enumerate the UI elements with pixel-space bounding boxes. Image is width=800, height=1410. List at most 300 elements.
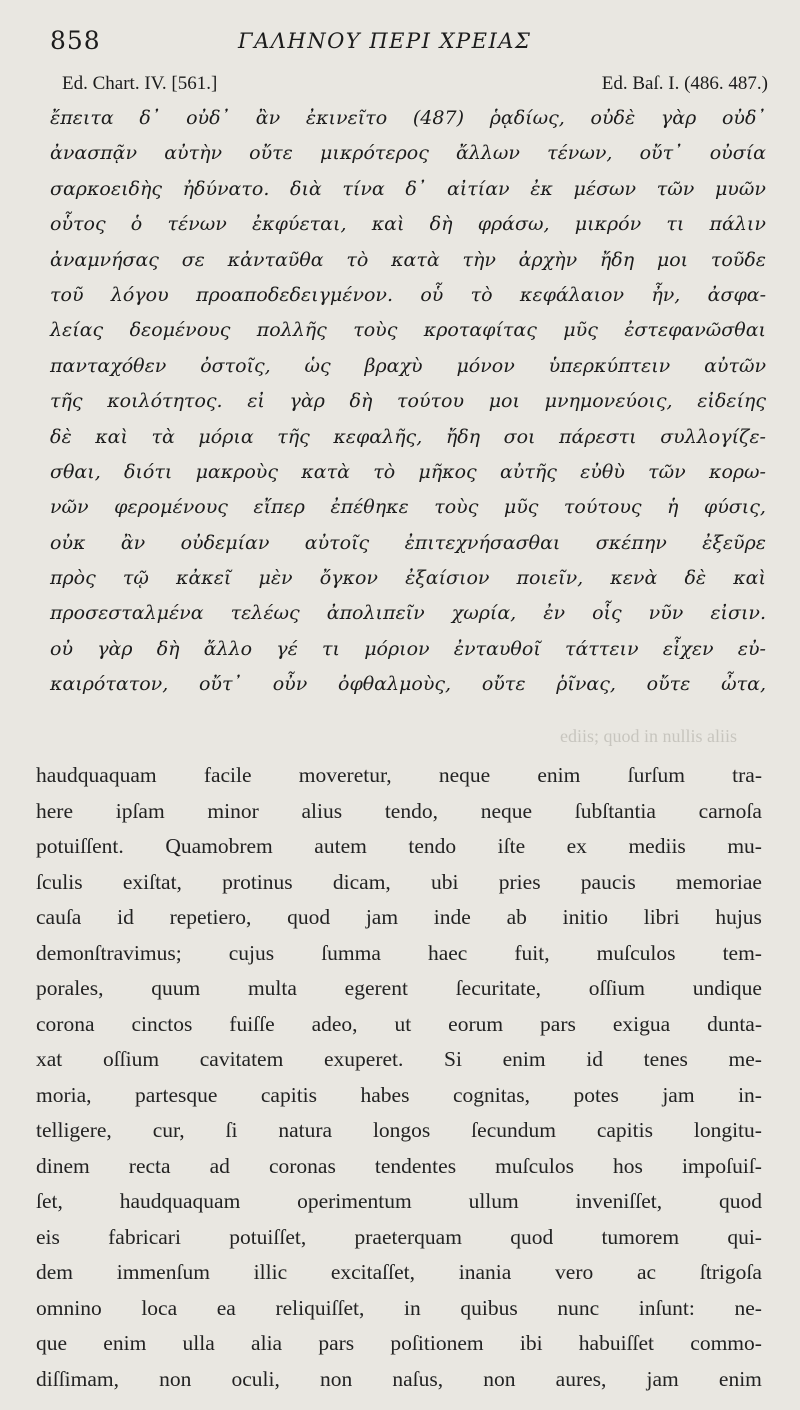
word: cavitatem: [199, 1047, 284, 1071]
word: μῆκος: [418, 460, 477, 483]
word: ἔπειτα: [50, 107, 114, 129]
word: nunc: [557, 1295, 600, 1320]
word: inſunt:: [638, 1295, 695, 1320]
word: impoſuiſ-: [681, 1153, 762, 1178]
word: poſitionem: [390, 1331, 484, 1355]
word: κροταφίτας: [423, 319, 537, 342]
word: jam: [662, 1082, 695, 1107]
word: ubi: [431, 869, 459, 894]
bleed-through-text: ediis; quod in nullis aliis: [560, 726, 738, 746]
word: τάττειν: [564, 637, 639, 660]
word: ſumma: [321, 940, 381, 965]
text-line: [50, 172, 766, 207]
word: μῦς: [503, 496, 539, 519]
word: quum: [151, 976, 201, 1000]
word: oculi,: [231, 1366, 280, 1391]
text-line: [50, 349, 766, 384]
word: τὸ: [373, 460, 396, 483]
word: πάρεστι: [559, 425, 637, 448]
word: πανταχόθεν: [50, 354, 167, 377]
word: eis: [36, 1224, 60, 1249]
word: ſtrigoſa: [699, 1260, 762, 1284]
text-line: [36, 829, 762, 865]
word: inde: [433, 905, 471, 929]
word: non: [159, 1366, 192, 1391]
word: multa: [247, 976, 297, 1000]
word: habes: [360, 1082, 410, 1107]
word: ὀφθαλμοὺς,: [338, 673, 452, 696]
word: reliquiſſet,: [275, 1295, 365, 1320]
word: quibus: [460, 1295, 518, 1320]
word: καιρότατον,: [50, 673, 169, 696]
word: tendo: [408, 834, 457, 858]
word: coronas: [268, 1153, 336, 1178]
word: κενὰ: [610, 567, 658, 590]
word: dicam,: [332, 869, 391, 894]
word: potuiſſet,: [229, 1224, 307, 1249]
word: μοι: [656, 248, 689, 271]
word: κἀνταῦθα: [227, 248, 324, 271]
word: τῶν: [648, 460, 686, 483]
word: ὄγκον: [319, 567, 378, 590]
word: τὰ: [151, 425, 175, 448]
word: dinem: [36, 1153, 90, 1178]
word: hujus: [715, 905, 762, 929]
text-line: [50, 526, 766, 561]
word: κατὰ: [391, 248, 440, 271]
word: ἂν: [255, 107, 281, 129]
word: ὀστοῖς,: [200, 354, 271, 377]
word: αὐτὴν: [164, 142, 223, 165]
word: εἰσιν.: [710, 602, 766, 625]
text-line: [50, 667, 766, 702]
word: ποιεῖν,: [516, 567, 584, 590]
word: λείας: [50, 319, 104, 342]
word: exuperet.: [323, 1047, 404, 1071]
word: xat: [36, 1047, 63, 1071]
word: ἐπιτεχνήσασθαι: [404, 531, 561, 554]
word: δεομένους: [129, 319, 231, 342]
word: natura: [278, 1118, 333, 1142]
word: ἐκινεῖτο: [305, 107, 388, 129]
word: haudquaquam: [119, 1189, 241, 1213]
text-line: [36, 1007, 762, 1043]
word: omnino: [36, 1295, 102, 1320]
word: inania: [458, 1260, 512, 1284]
word: illic: [253, 1260, 288, 1284]
word: exiſtat,: [122, 869, 182, 894]
word: φερομένους: [114, 496, 228, 519]
word: ἂν: [120, 531, 146, 554]
text-line: [50, 278, 766, 313]
word: γὰρ: [97, 637, 133, 660]
word: τούτου: [397, 390, 465, 413]
text-line: [50, 632, 766, 667]
word: οὔτε: [249, 142, 293, 165]
word: fuiſſe: [229, 1011, 275, 1036]
text-line: [36, 1113, 762, 1149]
text-line: [50, 243, 766, 278]
text-line: [36, 1362, 762, 1398]
word: enim: [502, 1047, 546, 1071]
word: dem: [36, 1260, 74, 1284]
word: συλλογίζε-: [660, 425, 766, 448]
word: (487): [412, 107, 464, 129]
word: tra-: [732, 763, 762, 787]
word: σοι: [503, 425, 536, 448]
word: οὐδ᾽: [186, 107, 231, 129]
word: autem: [314, 834, 367, 858]
word: loca: [141, 1295, 178, 1320]
word: γὰρ: [289, 390, 325, 413]
greek-text-block: [50, 101, 766, 703]
word: cujus: [228, 940, 275, 965]
word: neque: [480, 798, 533, 823]
word: commo-: [690, 1331, 762, 1355]
word: longos: [372, 1118, 431, 1142]
word: δὲ: [50, 425, 72, 448]
text-line: [36, 1078, 762, 1114]
word: tem-: [722, 940, 762, 965]
word: id: [586, 1047, 604, 1071]
word: δὴ: [349, 390, 373, 413]
word: in-: [738, 1082, 762, 1107]
word: capitis: [260, 1082, 318, 1107]
word: πάλιν: [709, 213, 766, 236]
word: facile: [203, 763, 252, 787]
word: ἦν,: [651, 283, 681, 306]
edition-basel-reference: Ed. Baſ. I. (486. 487.): [601, 73, 768, 94]
word: ῥᾳδίως,: [489, 107, 565, 129]
text-line: [36, 1184, 762, 1220]
word: ulla: [182, 1331, 215, 1355]
text-line: [36, 900, 762, 936]
word: enim: [103, 1331, 147, 1355]
word: adeo,: [311, 1011, 358, 1036]
word: naſus,: [392, 1366, 444, 1391]
word: ſecundum: [471, 1118, 556, 1142]
word: τῶν: [656, 177, 695, 200]
word: ἐπέθηκε: [330, 496, 409, 519]
word: demonſtravimus;: [36, 940, 182, 965]
word: ab: [506, 905, 527, 929]
word: οὔτ᾽: [639, 142, 683, 165]
word: ἄλλο: [203, 637, 253, 660]
word: τὸ: [346, 248, 369, 271]
word: ne-: [734, 1295, 762, 1320]
text-line: [50, 490, 766, 525]
word: id: [117, 905, 134, 929]
word: καὶ: [371, 213, 405, 236]
word: ὑπερκύπτειν: [548, 354, 671, 377]
word: πολλῆς: [256, 319, 327, 342]
word: cur,: [152, 1118, 185, 1142]
word: dunta-: [707, 1011, 762, 1036]
word: οὗ: [420, 283, 444, 306]
text-line: [36, 936, 762, 972]
word: exigua: [612, 1011, 671, 1036]
word: recta: [128, 1153, 171, 1178]
word: egerent: [344, 976, 408, 1000]
word: μνημονεύοις,: [544, 390, 673, 413]
word: tendentes: [374, 1153, 457, 1178]
text-line: [36, 758, 762, 794]
word: χωρία,: [451, 602, 517, 625]
word: ac: [636, 1260, 657, 1284]
word: οὐ: [50, 637, 73, 660]
word: αὐτῶν: [704, 354, 766, 377]
word: τοὺς: [434, 496, 479, 519]
word: ullum: [468, 1189, 519, 1213]
text-line: [50, 455, 766, 490]
word: προαποδεδειγμένον.: [195, 283, 394, 306]
word: ἀνασπᾷν: [50, 142, 138, 165]
text-line: [50, 101, 766, 136]
word: εἰδείης: [697, 390, 766, 413]
word: εὐθὺ: [580, 460, 625, 483]
word: corona: [36, 1011, 95, 1036]
word: λόγου: [110, 283, 169, 306]
word: ἀρχὴν: [518, 248, 578, 271]
word: οὔτ᾽: [198, 673, 242, 696]
word: τελέως: [230, 602, 300, 625]
word: ſet,: [36, 1189, 63, 1213]
word: δ᾽: [405, 177, 427, 200]
word: ἤδη: [599, 248, 635, 271]
word: νῶν: [50, 496, 89, 519]
word: βραχὺ: [364, 354, 423, 377]
word: pries: [498, 869, 541, 894]
word: ἀναμνήσας: [50, 248, 159, 271]
word: moveretur,: [298, 763, 392, 787]
word: excitaſſet,: [330, 1260, 416, 1284]
edition-chartier-reference: Ed. Chart. IV. [561.]: [62, 73, 218, 94]
word: δὴ: [429, 213, 453, 236]
word: here: [36, 798, 73, 823]
word: τῷ: [122, 567, 149, 590]
word: habuiſſet: [578, 1331, 655, 1355]
word: fabricari: [108, 1224, 181, 1249]
word: πρὸς: [50, 567, 96, 590]
word: κἀκεῖ: [175, 567, 232, 590]
word: καὶ: [95, 425, 128, 448]
running-title: ΓΑΛΗΝΟΥ ΠΕΡΙ ΧΡΕΙΑΣ: [238, 29, 532, 53]
word: porales,: [36, 976, 104, 1000]
word: οὐδὲ: [590, 107, 636, 129]
word: οὔτε: [481, 673, 526, 696]
word: ἐν: [543, 602, 566, 625]
page-number: 858: [50, 26, 101, 55]
word: quod: [287, 905, 331, 929]
word: ἡ: [667, 496, 679, 519]
word: in: [404, 1295, 421, 1320]
word: μοι: [488, 390, 520, 413]
word: eorum: [448, 1011, 504, 1036]
word: αὐτῆς: [499, 460, 557, 483]
word: γὰρ: [660, 107, 697, 129]
word: que: [36, 1331, 68, 1355]
word: δὴ: [156, 637, 180, 660]
word: ipſam: [115, 798, 165, 823]
word: tumorem: [601, 1224, 680, 1249]
word: τὸ: [470, 283, 493, 306]
text-line: [50, 596, 766, 631]
text-line: [36, 1220, 762, 1256]
word: διότι: [124, 460, 173, 483]
word: cinctos: [131, 1011, 193, 1036]
word: τένων: [167, 213, 227, 236]
word: alia: [251, 1331, 283, 1355]
word: muſculos: [495, 1153, 574, 1178]
word: jam: [646, 1366, 679, 1391]
word: muſculos: [596, 940, 676, 965]
word: tendo,: [384, 798, 438, 823]
word: κατὰ: [301, 460, 350, 483]
word: τίνα: [342, 177, 385, 200]
text-line: [50, 384, 766, 419]
word: φράσω,: [477, 213, 550, 236]
text-line: [36, 1291, 762, 1327]
word: ὦτα,: [721, 673, 766, 696]
word: μῦς: [563, 319, 598, 342]
word: fuit,: [514, 940, 550, 965]
word: ſecuritate,: [455, 976, 542, 1000]
word: mediis: [628, 834, 686, 858]
word: ὡς: [304, 354, 331, 377]
word: διὰ: [290, 177, 322, 200]
word: μακροὺς: [195, 460, 279, 483]
word: quod: [718, 1189, 762, 1213]
word: enim: [537, 763, 581, 787]
word: τοῦδε: [710, 248, 766, 271]
edition-reference-line: [62, 73, 768, 99]
word: haec: [427, 940, 468, 965]
word: potes: [573, 1082, 619, 1107]
word: potuiſſent.: [36, 834, 124, 858]
word: carnoſa: [698, 798, 762, 823]
word: ut: [394, 1011, 412, 1036]
word: moria,: [36, 1082, 92, 1107]
word: alius: [301, 798, 343, 823]
text-line: [36, 1042, 762, 1078]
word: paucis: [580, 869, 636, 894]
word: εὐ-: [737, 637, 766, 660]
word: ea: [216, 1295, 236, 1320]
word: τένων,: [547, 142, 613, 165]
word: ῥῖνας,: [556, 673, 616, 696]
word: cauſa: [36, 905, 82, 929]
word: δὲ: [684, 567, 707, 590]
word: ἐνταυθοῖ: [453, 637, 541, 660]
word: iſte: [497, 834, 526, 858]
word: me-: [728, 1047, 762, 1071]
text-line: [36, 1326, 762, 1362]
text-line: [36, 971, 762, 1007]
word: ἀπολιπεῖν: [326, 602, 425, 625]
word: κεφάλαιον: [519, 283, 625, 306]
word: ſurſum: [627, 763, 685, 787]
word: oſſium: [588, 976, 645, 1000]
word: ἄλλων: [455, 142, 520, 165]
page-header: [50, 26, 770, 60]
word: μόρια: [198, 425, 254, 448]
word: δ᾽: [139, 107, 161, 129]
text-line: [36, 1255, 762, 1291]
word: cognitas,: [452, 1082, 530, 1107]
word: quod: [510, 1224, 554, 1249]
text-line: [36, 1149, 762, 1185]
word: τῆς: [50, 390, 83, 413]
word: pars: [540, 1011, 576, 1036]
word: οὐδ᾽: [721, 107, 766, 129]
text-line: [50, 561, 766, 596]
word: τοὺς: [353, 319, 398, 342]
word: memoriae: [675, 869, 762, 894]
word: οὖν: [272, 673, 308, 696]
text-line: [36, 794, 762, 830]
text-line: [36, 865, 762, 901]
word: minor: [207, 798, 259, 823]
word: ἐκ: [530, 177, 553, 200]
word: τὴν: [462, 248, 496, 271]
word: εἶχεν: [662, 637, 714, 660]
word: μικρόν: [574, 213, 642, 236]
word: τούτους: [563, 496, 642, 519]
word: ἀσφα-: [707, 283, 766, 306]
word: initio: [562, 905, 608, 929]
word: libri: [643, 905, 680, 929]
word: τῆς: [277, 425, 310, 448]
word: telligere,: [36, 1118, 112, 1142]
word: αἰτίαν: [446, 177, 510, 200]
word: capitis: [596, 1118, 653, 1142]
word: hos: [613, 1153, 643, 1178]
text-line: [50, 313, 766, 348]
word: εἰ: [247, 390, 265, 413]
word: non: [320, 1366, 353, 1391]
word: τι: [322, 637, 341, 660]
word: οὗτος: [50, 213, 106, 236]
word: μικρότερος: [320, 142, 429, 165]
word: σθαι,: [50, 460, 101, 483]
word: οὐδεμίαν: [180, 531, 270, 554]
word: ſculis: [36, 869, 83, 894]
word: ſi: [225, 1118, 238, 1142]
word: jam: [365, 905, 399, 929]
word: εἴπερ: [253, 496, 305, 519]
word: αὐτοῖς: [304, 531, 370, 554]
word: ἠδύνατο.: [182, 177, 270, 200]
word: neque: [438, 763, 491, 787]
word: longitu-: [693, 1118, 762, 1142]
word: οἷς: [592, 602, 622, 625]
word: μόνον: [456, 354, 515, 377]
word: ibi: [519, 1331, 543, 1355]
word: ἐκφύεται,: [251, 213, 347, 236]
word: mu-: [727, 834, 762, 858]
word: inveniſſet,: [575, 1189, 663, 1213]
word: oſſium: [102, 1047, 160, 1071]
word: ex: [566, 834, 587, 858]
word: μυῶν: [714, 177, 766, 200]
word: undique: [692, 976, 762, 1000]
word: diſſimam,: [36, 1366, 120, 1391]
word: κεφαλῆς,: [333, 425, 423, 448]
word: οὐκ: [50, 531, 86, 554]
text-line: [50, 207, 766, 242]
word: σε: [181, 248, 205, 271]
word: qui-: [727, 1224, 762, 1249]
